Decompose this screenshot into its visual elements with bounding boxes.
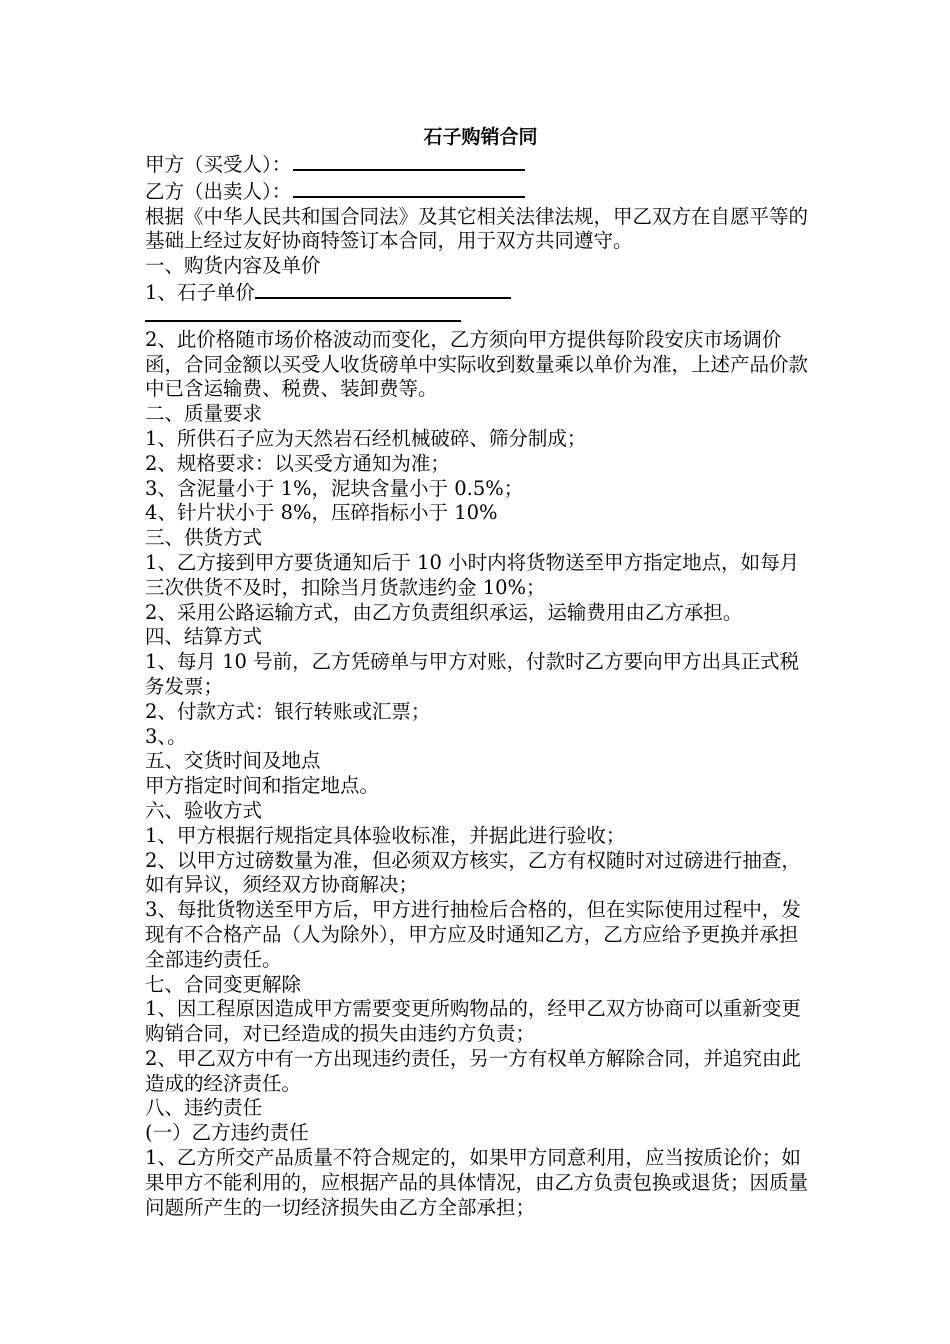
section-2-item-4: 4、针片状小于 8%，压碎指标小于 10% (145, 501, 498, 525)
section-1-item-2: 2、此价格随市场价格波动而变化，乙方须向甲方提供每阶段安庆市场调价函，合同金额以买受人收货磅单中实际收到数量乘以单价为准，上述产品价款中已含运输费、税费、装卸费等。 (145, 327, 809, 401)
section-8-subheading-1: (一）乙方违约责任 (145, 1121, 309, 1145)
section-3-item-2: 2、采用公路运输方式，由乙方负责组织承运，运输费用由乙方承担。 (145, 600, 743, 624)
section-4-heading: 四、结算方式 (145, 625, 263, 649)
section-4-item-2: 2、付款方式：银行转账或汇票； (145, 699, 431, 723)
section-7-heading: 七、合同变更解除 (145, 972, 302, 996)
stone-price-line (145, 279, 810, 306)
section-8-heading: 八、违约责任 (145, 1096, 263, 1120)
section-5-heading: 五、交货时间及地点 (145, 749, 321, 773)
stone-price-blank-continued[interactable] (145, 306, 461, 322)
section-4-item-3: 3、。 (145, 724, 187, 748)
section-4-item-1: 1、每月 10 号前，乙方凭磅单与甲方对账，付款时乙方要向甲方出具正式税务发票； (145, 650, 800, 698)
section-1-heading: 一、购货内容及单价 (145, 254, 321, 278)
section-6-item-1: 1、甲方根据行规指定具体验收标准，并据此进行验收； (145, 823, 626, 847)
section-3-heading: 三、供货方式 (145, 526, 263, 550)
party-a-blank[interactable] (293, 151, 525, 171)
party-a-label: 甲方（买受人）： (145, 153, 292, 176)
section-6-item-2: 2、以甲方过磅数量为准，但必须双方核实，乙方有权随时对过磅进行抽查，如有异议，须经双方协商解决； (145, 848, 801, 897)
party-b-blank[interactable] (293, 178, 525, 198)
party-a-line (145, 151, 810, 178)
stone-price-blank[interactable] (255, 279, 511, 299)
section-2-item-1: 1、所供石子应为天然岩石经机械破碎、筛分制成； (145, 426, 587, 450)
document-title: 石子购销合同 (423, 126, 538, 148)
contract-page (145, 124, 810, 1220)
section-6-heading: 六、验收方式 (145, 798, 263, 822)
party-b-label: 乙方（出卖人）： (145, 179, 292, 203)
intro-paragraph: 根据《中华人民共和国合同法》及其它相关法律法规，甲乙双方在自愿平等的基础上经过友好协商特签订本合同，用于双方共同遵守。 (145, 204, 809, 253)
stone-price-label: 1、石子单价 (145, 280, 255, 304)
party-b-line (145, 178, 810, 205)
section-7-item-2: 2、甲乙双方中有一方出现违约责任，另一方有权单方解除合同，并追究由此造成的经济责任。 (145, 1046, 801, 1095)
section-5-item-1: 甲方指定时间和指定地点。 (145, 774, 380, 798)
section-2-item-2: 2、规格要求：以买受方通知为准； (145, 451, 450, 475)
section-8-item-1: 1、乙方所交产品质量不符合规定的，如果甲方同意利用，应当按质论价；如果甲方不能利用的，应根据产品的具体情况，由乙方负责包换或退货；因质量问题所产生的一切经济损失由乙方全部承担； (145, 1146, 809, 1219)
section-3-item-1: 1、乙方接到甲方要货通知后于 10 小时内将货物送至甲方指定地点，如每月三次供货不及时，扣除当月货款违约金 10%； (145, 550, 800, 599)
section-2-item-3: 3、含泥量小于 1%，泥块含量小于 0.5%； (145, 476, 524, 500)
section-2-heading: 二、质量要求 (145, 402, 263, 426)
section-7-item-1: 1、因工程原因造成甲方需要变更所购物品的，经甲乙双方协商可以重新变更购销合同，对已经造成的损失由违约方负责； (145, 997, 801, 1046)
section-6-item-3: 3、每批货物送至甲方后，甲方进行抽检后合格的，但在实际使用过程中，发现有不合格产品（人为除外），甲方应及时通知乙方，乙方应给予更换并承担全部违约责任。 (145, 898, 801, 971)
